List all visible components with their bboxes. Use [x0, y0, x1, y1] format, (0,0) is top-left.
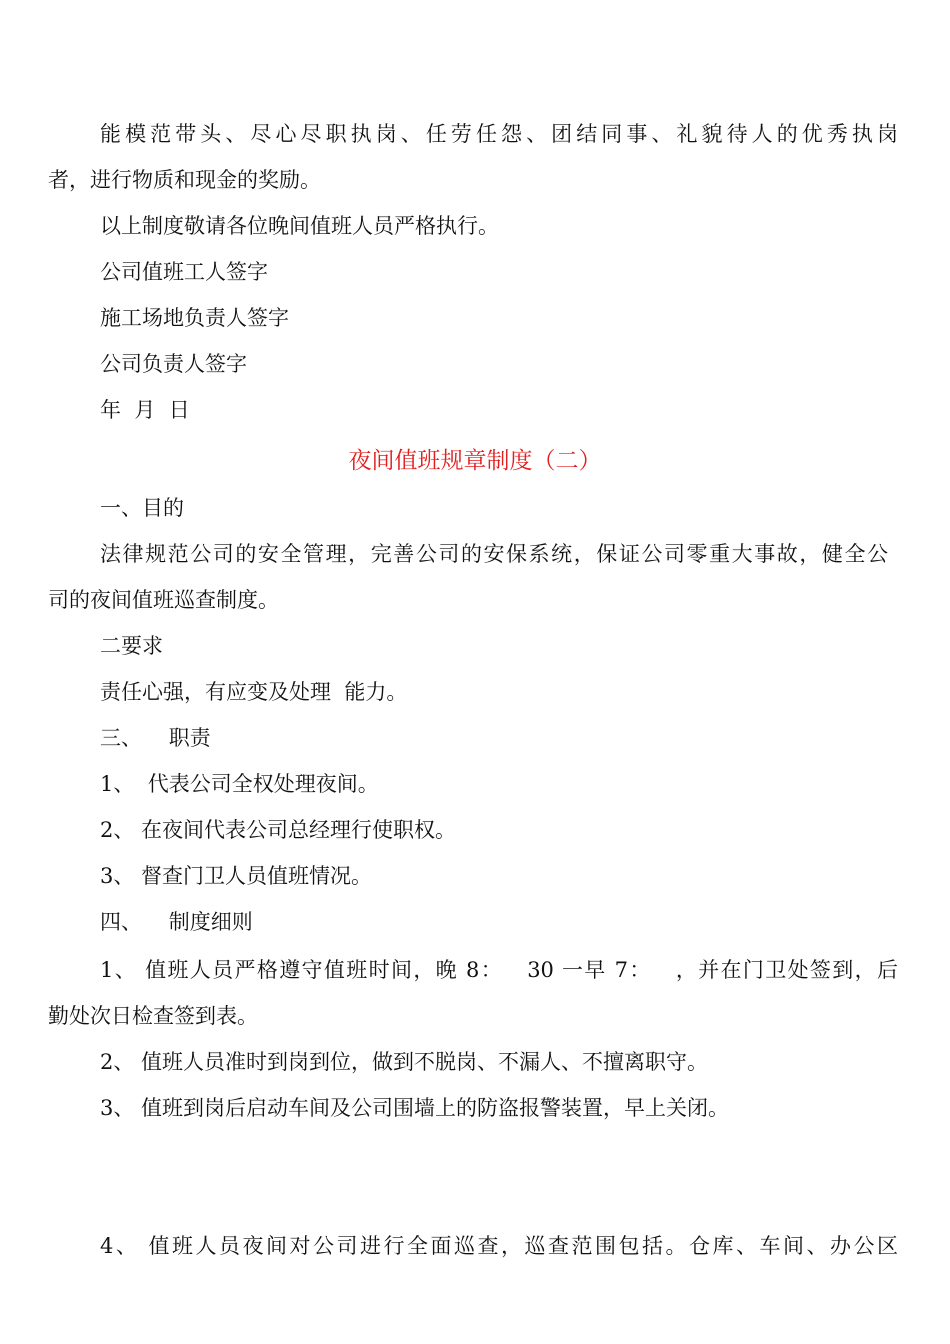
rule-item-4-line-1: 4、 值班人员夜间对公司进行全面巡查，巡查范围包括。仓库、车间、办公区 — [100, 1234, 898, 1258]
purpose-line-1: 法律规范公司的安全管理，完善公司的安保系统，保证公司零重大事故，健全公 — [100, 542, 888, 566]
heading-requirements: 二要求 — [100, 634, 163, 658]
heading-duties: 三、 职责 — [100, 726, 211, 750]
rule-item-1-line-1: 1、 值班人员严格遵守值班时间，晚 8： 30 一早 7： ，并在门卫处签到，后 — [100, 958, 898, 982]
reward-paragraph-line-2: 者，进行物质和现金的奖励。 — [48, 168, 321, 192]
duty-item-1: 1、 代表公司全权处理夜间。 — [100, 772, 379, 796]
enforcement-notice: 以上制度敬请各位晚间值班人员严格执行。 — [100, 214, 499, 238]
heading-purpose: 一、目的 — [100, 496, 184, 520]
reward-paragraph-line-1: 能模范带头、尽心尽职执岗、任劳任怨、团结同事、礼貌待人的优秀执岗 — [100, 122, 898, 146]
rule-item-2: 2、 值班人员准时到岗到位，做到不脱岗、不漏人、不擅离职守。 — [100, 1050, 709, 1074]
date-line: 年 月 日 — [100, 398, 190, 422]
requirement-text: 责任心强，有应变及处理 能力。 — [100, 680, 408, 704]
heading-rules: 四、 制度细则 — [100, 910, 253, 934]
purpose-line-2: 司的夜间值班巡查制度。 — [48, 588, 279, 612]
section-title: 夜间值班规章制度（二） — [348, 448, 602, 474]
duty-item-3: 3、 督查门卫人员值班情况。 — [100, 864, 373, 888]
rule-item-3: 3、 值班到岗后启动车间及公司围墙上的防盗报警装置，早上关闭。 — [100, 1096, 730, 1120]
duty-item-2: 2、 在夜间代表公司总经理行使职权。 — [100, 818, 457, 842]
site-manager-signature-label: 施工场地负责人签字 — [100, 306, 289, 330]
duty-worker-signature-label: 公司值班工人签字 — [100, 260, 268, 284]
rule-item-1-line-2: 勤处次日检查签到表。 — [48, 1004, 258, 1028]
company-head-signature-label: 公司负责人签字 — [100, 352, 247, 376]
